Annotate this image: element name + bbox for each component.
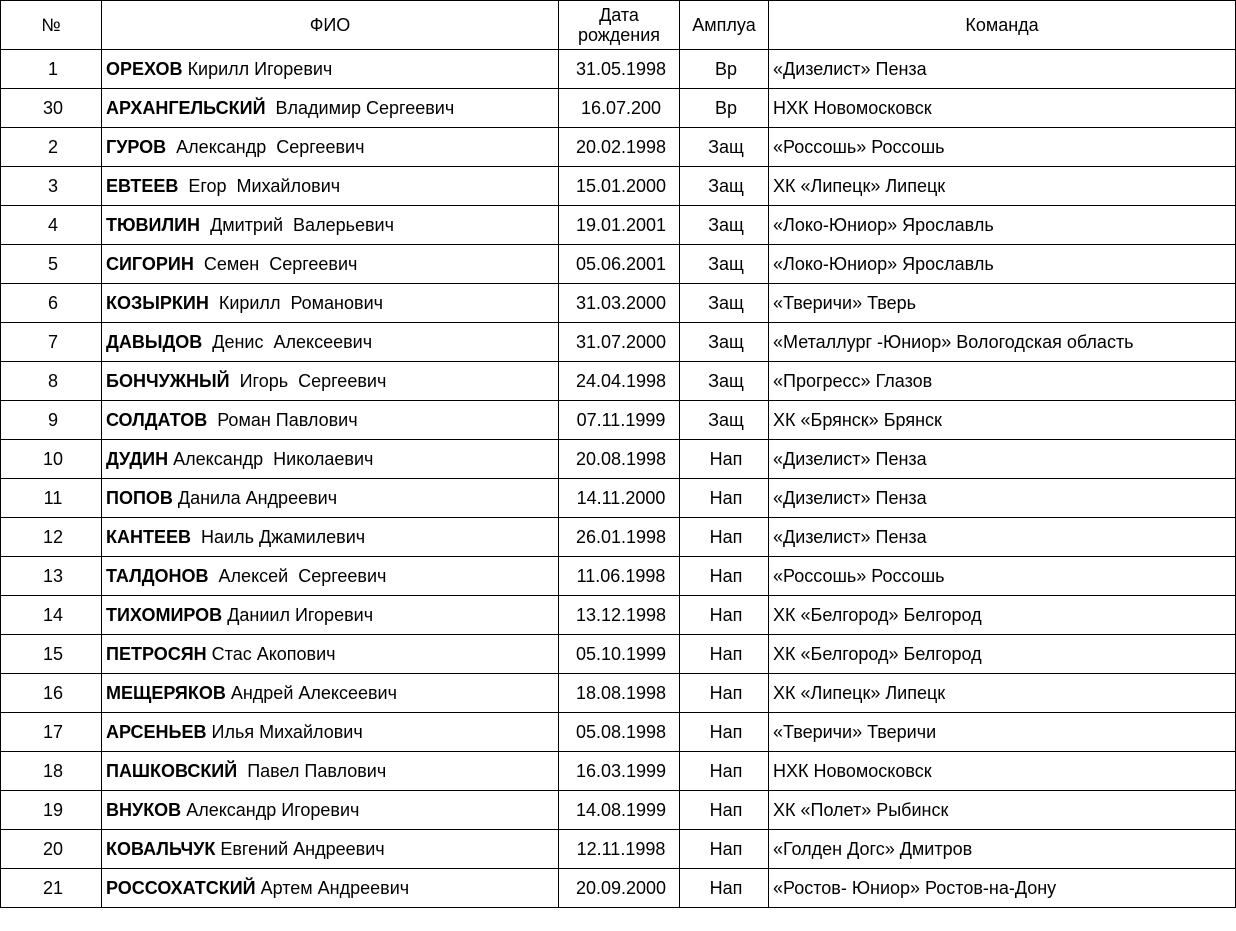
table-row bbox=[1, 362, 1236, 401]
player-given-names: Егор Михайлович bbox=[178, 176, 341, 196]
player-role: Нап bbox=[680, 752, 769, 791]
player-surname: ДАВЫДОВ bbox=[106, 332, 203, 352]
row-number: 30 bbox=[1, 89, 102, 128]
player-name bbox=[102, 635, 559, 674]
header-birth bbox=[559, 1, 680, 50]
player-role: Защ bbox=[680, 167, 769, 206]
row-number: 10 bbox=[1, 440, 102, 479]
row-number: 12 bbox=[1, 518, 102, 557]
row-number: 21 bbox=[1, 869, 102, 908]
team-name: «Дизелист» Пенза bbox=[769, 440, 1236, 479]
header-role: Амплуа bbox=[680, 1, 769, 50]
birth-date: 19.01.2001 bbox=[559, 206, 680, 245]
team-name: «Россошь» Россошь bbox=[769, 557, 1236, 596]
player-role: Защ bbox=[680, 401, 769, 440]
birth-date: 16.03.1999 bbox=[559, 752, 680, 791]
player-given-names: Александр Игоревич bbox=[181, 800, 360, 820]
birth-date: 15.01.2000 bbox=[559, 167, 680, 206]
player-surname: АРХАНГЕЛЬСКИЙ bbox=[106, 98, 266, 118]
player-name bbox=[102, 674, 559, 713]
table-row bbox=[1, 206, 1236, 245]
player-surname: БОНЧУЖНЫЙ bbox=[106, 371, 230, 391]
player-given-names: Алексей Сергеевич bbox=[208, 566, 387, 586]
player-name bbox=[102, 362, 559, 401]
player-role: Защ bbox=[680, 128, 769, 167]
row-number: 20 bbox=[1, 830, 102, 869]
row-number: 8 bbox=[1, 362, 102, 401]
row-number: 11 bbox=[1, 479, 102, 518]
table-row bbox=[1, 674, 1236, 713]
team-name: «Локо-Юниор» Ярославль bbox=[769, 206, 1236, 245]
row-number: 14 bbox=[1, 596, 102, 635]
player-surname: ГУРОВ bbox=[106, 137, 167, 157]
roster-body bbox=[1, 50, 1236, 908]
player-given-names: Илья Михайлович bbox=[206, 722, 363, 742]
birth-date: 31.07.2000 bbox=[559, 323, 680, 362]
header-num: № bbox=[1, 1, 102, 50]
player-role: Нап bbox=[680, 869, 769, 908]
team-name: «Тверичи» Тверь bbox=[769, 284, 1236, 323]
team-name: «Голден Догс» Дмитров bbox=[769, 830, 1236, 869]
birth-date: 05.08.1998 bbox=[559, 713, 680, 752]
player-surname: СОЛДАТОВ bbox=[106, 410, 208, 430]
player-role: Защ bbox=[680, 323, 769, 362]
team-name: «Металлург -Юниор» Вологодская область bbox=[769, 323, 1236, 362]
team-name: «Локо-Юниор» Ярославль bbox=[769, 245, 1236, 284]
player-name bbox=[102, 791, 559, 830]
birth-date: 05.10.1999 bbox=[559, 635, 680, 674]
player-role: Нап bbox=[680, 713, 769, 752]
player-given-names: Дмитрий Валерьевич bbox=[200, 215, 394, 235]
player-role: Нап bbox=[680, 440, 769, 479]
player-given-names: Кирилл Игоревич bbox=[182, 59, 333, 79]
player-name bbox=[102, 206, 559, 245]
row-number: 7 bbox=[1, 323, 102, 362]
player-surname: КОЗЫРКИН bbox=[106, 293, 209, 313]
birth-date: 20.08.1998 bbox=[559, 440, 680, 479]
player-name bbox=[102, 752, 559, 791]
table-row bbox=[1, 284, 1236, 323]
player-given-names: Евгений Андреевич bbox=[215, 839, 385, 859]
player-role: Защ bbox=[680, 284, 769, 323]
team-name: «Дизелист» Пенза bbox=[769, 518, 1236, 557]
birth-date: 18.08.1998 bbox=[559, 674, 680, 713]
roster-header bbox=[1, 1, 1236, 50]
player-given-names: Андрей Алексеевич bbox=[225, 683, 397, 703]
table-row bbox=[1, 323, 1236, 362]
player-role: Нап bbox=[680, 596, 769, 635]
player-surname: ПОПОВ bbox=[106, 488, 173, 508]
player-given-names: Денис Алексеевич bbox=[202, 332, 373, 352]
player-given-names: Семен Сергеевич bbox=[193, 254, 358, 274]
player-role: Нап bbox=[680, 635, 769, 674]
row-number: 15 bbox=[1, 635, 102, 674]
team-name: ХК «Белгород» Белгород bbox=[769, 635, 1236, 674]
birth-date: 12.11.1998 bbox=[559, 830, 680, 869]
header-name: ФИО bbox=[102, 1, 559, 50]
player-given-names: Наиль Джамилевич bbox=[191, 527, 366, 547]
table-row bbox=[1, 596, 1236, 635]
player-name bbox=[102, 401, 559, 440]
player-role: Нап bbox=[680, 479, 769, 518]
row-number: 13 bbox=[1, 557, 102, 596]
birth-date: 11.06.1998 bbox=[559, 557, 680, 596]
row-number: 5 bbox=[1, 245, 102, 284]
row-number: 6 bbox=[1, 284, 102, 323]
row-number: 19 bbox=[1, 791, 102, 830]
birth-date: 07.11.1999 bbox=[559, 401, 680, 440]
player-surname: ДУДИН bbox=[106, 449, 169, 469]
row-number: 4 bbox=[1, 206, 102, 245]
player-role: Вр bbox=[680, 50, 769, 89]
player-given-names: Данила Андреевич bbox=[172, 488, 338, 508]
player-surname: КОВАЛЬЧУК bbox=[106, 839, 216, 859]
birth-date: 31.05.1998 bbox=[559, 50, 680, 89]
table-row bbox=[1, 518, 1236, 557]
row-number: 9 bbox=[1, 401, 102, 440]
player-given-names: Владимир Сергеевич bbox=[265, 98, 455, 118]
player-surname: ПАШКОВСКИЙ bbox=[106, 761, 238, 781]
row-number: 3 bbox=[1, 167, 102, 206]
player-name bbox=[102, 128, 559, 167]
table-row bbox=[1, 479, 1236, 518]
birth-date: 31.03.2000 bbox=[559, 284, 680, 323]
player-name bbox=[102, 89, 559, 128]
birth-date: 16.07.200 bbox=[559, 89, 680, 128]
player-surname: ТИХОМИРОВ bbox=[106, 605, 223, 625]
player-name bbox=[102, 596, 559, 635]
team-name: ХК «Полет» Рыбинск bbox=[769, 791, 1236, 830]
header-birth-line2: рождения bbox=[577, 25, 661, 45]
birth-date: 05.06.2001 bbox=[559, 245, 680, 284]
player-name bbox=[102, 440, 559, 479]
player-role: Вр bbox=[680, 89, 769, 128]
player-surname: ПЕТРОСЯН bbox=[106, 644, 207, 664]
birth-date: 24.04.1998 bbox=[559, 362, 680, 401]
player-given-names: Роман Павлович bbox=[207, 410, 358, 430]
player-given-names: Артем Андреевич bbox=[255, 878, 410, 898]
player-name bbox=[102, 479, 559, 518]
row-number: 1 bbox=[1, 50, 102, 89]
header-row bbox=[1, 1, 1236, 50]
player-role: Защ bbox=[680, 245, 769, 284]
team-name: ХК «Брянск» Брянск bbox=[769, 401, 1236, 440]
player-surname: ВНУКОВ bbox=[106, 800, 182, 820]
player-name bbox=[102, 245, 559, 284]
team-name: «Тверичи» Тверичи bbox=[769, 713, 1236, 752]
header-birth-line1: Дата bbox=[599, 5, 639, 25]
header-team: Команда bbox=[769, 1, 1236, 50]
row-number: 2 bbox=[1, 128, 102, 167]
player-name bbox=[102, 167, 559, 206]
player-surname: СИГОРИН bbox=[106, 254, 194, 274]
row-number: 18 bbox=[1, 752, 102, 791]
player-name bbox=[102, 323, 559, 362]
player-role: Нап bbox=[680, 674, 769, 713]
player-given-names: Стас Акопович bbox=[206, 644, 336, 664]
table-row bbox=[1, 791, 1236, 830]
player-surname: РОССОХАТСКИЙ bbox=[106, 878, 256, 898]
player-surname: ТАЛДОНОВ bbox=[106, 566, 209, 586]
player-surname: ТЮВИЛИН bbox=[106, 215, 201, 235]
table-row bbox=[1, 245, 1236, 284]
team-name: ХК «Белгород» Белгород bbox=[769, 596, 1236, 635]
table-row bbox=[1, 869, 1236, 908]
player-given-names: Игорь Сергеевич bbox=[229, 371, 387, 391]
player-role: Нап bbox=[680, 830, 769, 869]
player-role: Защ bbox=[680, 362, 769, 401]
player-role: Нап bbox=[680, 557, 769, 596]
table-row bbox=[1, 752, 1236, 791]
player-role: Нап bbox=[680, 518, 769, 557]
player-given-names: Даниил Игоревич bbox=[222, 605, 374, 625]
birth-date: 26.01.1998 bbox=[559, 518, 680, 557]
birth-date: 13.12.1998 bbox=[559, 596, 680, 635]
team-name: «Дизелист» Пенза bbox=[769, 479, 1236, 518]
team-name: ХК «Липецк» Липецк bbox=[769, 674, 1236, 713]
table-row bbox=[1, 50, 1236, 89]
player-given-names: Александр Николаевич bbox=[168, 449, 374, 469]
player-name bbox=[102, 869, 559, 908]
birth-date: 20.09.2000 bbox=[559, 869, 680, 908]
table-row bbox=[1, 830, 1236, 869]
table-row bbox=[1, 713, 1236, 752]
row-number: 16 bbox=[1, 674, 102, 713]
player-name bbox=[102, 518, 559, 557]
birth-date: 14.08.1999 bbox=[559, 791, 680, 830]
table-row bbox=[1, 440, 1236, 479]
player-role: Защ bbox=[680, 206, 769, 245]
player-given-names: Александр Сергеевич bbox=[166, 137, 365, 157]
team-name: НХК Новомосковск bbox=[769, 89, 1236, 128]
player-name bbox=[102, 557, 559, 596]
birth-date: 14.11.2000 bbox=[559, 479, 680, 518]
table-row bbox=[1, 167, 1236, 206]
table-row bbox=[1, 557, 1236, 596]
table-row bbox=[1, 89, 1236, 128]
player-surname: ЕВТЕЕВ bbox=[106, 176, 179, 196]
player-name bbox=[102, 713, 559, 752]
table-row bbox=[1, 635, 1236, 674]
player-name bbox=[102, 284, 559, 323]
player-surname: АРСЕНЬЕВ bbox=[106, 722, 207, 742]
player-given-names: Павел Павлович bbox=[237, 761, 387, 781]
table-row bbox=[1, 128, 1236, 167]
birth-date: 20.02.1998 bbox=[559, 128, 680, 167]
team-name: «Дизелист» Пенза bbox=[769, 50, 1236, 89]
player-name bbox=[102, 50, 559, 89]
team-name: ХК «Липецк» Липецк bbox=[769, 167, 1236, 206]
player-surname: ОРЕХОВ bbox=[106, 59, 183, 79]
player-name bbox=[102, 830, 559, 869]
team-name: «Ростов- Юниор» Ростов-на-Дону bbox=[769, 869, 1236, 908]
player-given-names: Кирилл Романович bbox=[208, 293, 384, 313]
row-number: 17 bbox=[1, 713, 102, 752]
player-surname: КАНТЕЕВ bbox=[106, 527, 191, 547]
team-name: «Россошь» Россошь bbox=[769, 128, 1236, 167]
player-surname: МЕЩЕРЯКОВ bbox=[106, 683, 226, 703]
table-row bbox=[1, 401, 1236, 440]
team-name: НХК Новомосковск bbox=[769, 752, 1236, 791]
player-role: Нап bbox=[680, 791, 769, 830]
team-name: «Прогресс» Глазов bbox=[769, 362, 1236, 401]
